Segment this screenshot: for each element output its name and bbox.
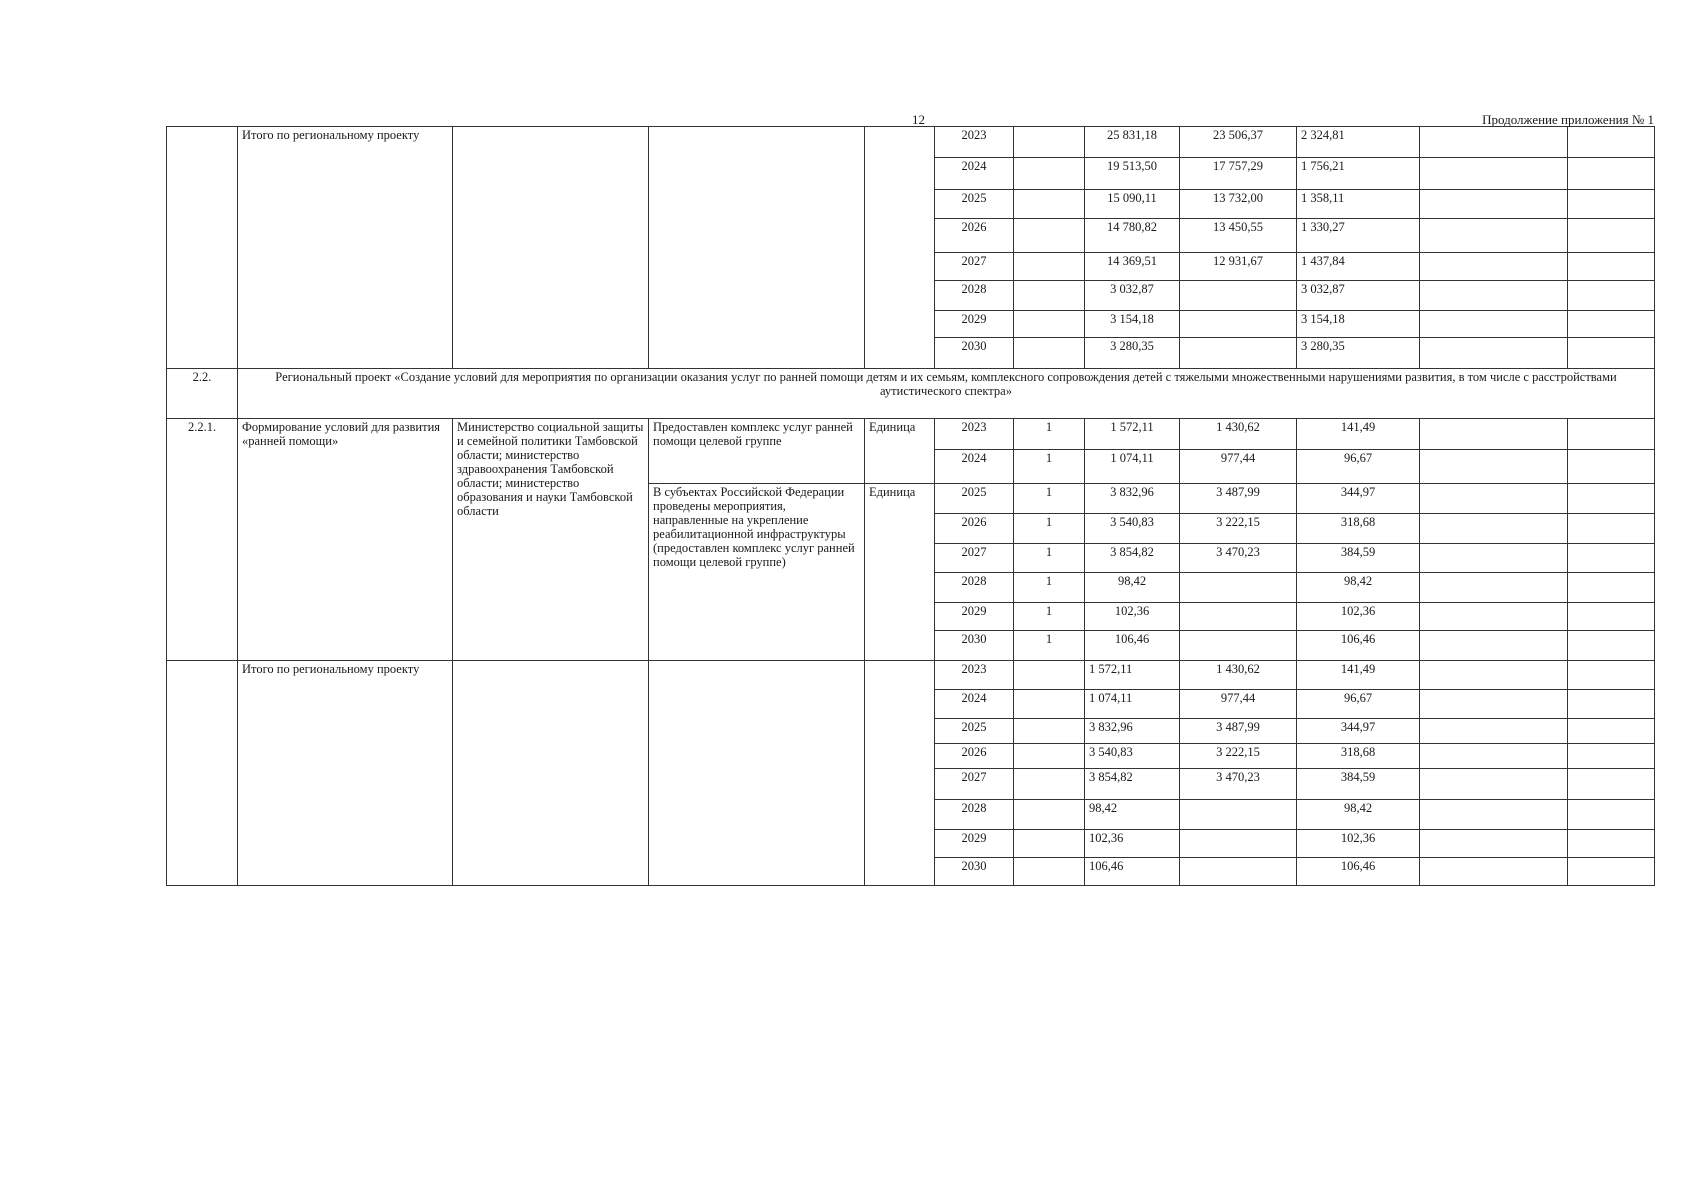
empty-cell <box>1420 744 1568 769</box>
empty-cell <box>1568 450 1655 484</box>
empty-cell <box>1420 311 1568 338</box>
year-cell: 2029 <box>935 311 1014 338</box>
total-cell: 98,42 <box>1085 573 1180 603</box>
regional-cell: 106,46 <box>1297 631 1420 661</box>
regional-cell: 344,97 <box>1297 719 1420 744</box>
empty-cell <box>1568 281 1655 311</box>
federal-cell: 12 931,67 <box>1180 253 1297 281</box>
continuation-label: Продолжение приложения № 1 <box>1482 112 1654 127</box>
value-cell <box>1014 719 1085 744</box>
year-cell: 2027 <box>935 769 1014 800</box>
year-cell: 2023 <box>935 127 1014 158</box>
total-cell: 25 831,18 <box>1085 127 1180 158</box>
year-cell: 2030 <box>935 631 1014 661</box>
value-cell <box>1014 281 1085 311</box>
federal-cell: 13 450,55 <box>1180 219 1297 253</box>
empty-cell <box>1568 744 1655 769</box>
regional-cell: 96,67 <box>1297 690 1420 719</box>
total-cell: 14 780,82 <box>1085 219 1180 253</box>
regional-cell: 141,49 <box>1297 661 1420 690</box>
year-cell: 2029 <box>935 603 1014 631</box>
total-cell: 3 854,82 <box>1085 769 1180 800</box>
regional-cell: 384,59 <box>1297 544 1420 573</box>
empty-cell <box>1568 661 1655 690</box>
empty-cell <box>1420 573 1568 603</box>
regional-cell: 318,68 <box>1297 514 1420 544</box>
value-cell <box>1014 338 1085 369</box>
federal-cell: 1 430,62 <box>1180 661 1297 690</box>
federal-cell: 3 222,15 <box>1180 744 1297 769</box>
section-title: Региональный проект «Создание условий для мероприятия по организации оказания услуг по ранней помощи детям и их семьям, комплексного сопровождения детей с тяжелыми множественными нарушениями развития, в том числе с расстройствами аутистического спектра» <box>238 369 1655 419</box>
year-cell: 2027 <box>935 253 1014 281</box>
regional-cell: 106,46 <box>1297 858 1420 886</box>
value-cell <box>1014 253 1085 281</box>
value-cell <box>1014 158 1085 190</box>
empty-cell <box>1420 127 1568 158</box>
empty-cell <box>1568 514 1655 544</box>
value-cell <box>1014 661 1085 690</box>
item-unit-2: Единица <box>865 484 935 661</box>
federal-cell: 1 430,62 <box>1180 419 1297 450</box>
federal-cell: 3 470,23 <box>1180 544 1297 573</box>
total-cell: 1 074,11 <box>1085 450 1180 484</box>
empty-cell <box>1420 484 1568 514</box>
value-cell <box>1014 830 1085 858</box>
item-executor: Министерство социальной защиты и семейной политики Тамбовской области; министерство здравоохранения Тамбовской области; министерство образования и науки Тамбовской области <box>453 419 649 661</box>
value-cell: 1 <box>1014 450 1085 484</box>
value-cell: 1 <box>1014 544 1085 573</box>
value-cell <box>1014 690 1085 719</box>
empty-cell <box>1568 603 1655 631</box>
empty-cell <box>1420 253 1568 281</box>
value-cell: 1 <box>1014 514 1085 544</box>
empty-cell <box>1568 769 1655 800</box>
table-row <box>167 661 1655 690</box>
empty-cell <box>1568 484 1655 514</box>
empty-cell <box>1420 719 1568 744</box>
total-cell: 102,36 <box>1085 830 1180 858</box>
federal-cell <box>1180 631 1297 661</box>
executor-cell <box>453 661 649 886</box>
value-cell: 1 <box>1014 484 1085 514</box>
year-cell: 2025 <box>935 484 1014 514</box>
regional-cell: 102,36 <box>1297 603 1420 631</box>
value-cell <box>1014 800 1085 830</box>
regional-cell: 318,68 <box>1297 744 1420 769</box>
value-cell <box>1014 219 1085 253</box>
empty-cell <box>1420 661 1568 690</box>
empty-cell <box>1568 190 1655 219</box>
empty-cell <box>1420 603 1568 631</box>
total-cell: 3 854,82 <box>1085 544 1180 573</box>
federal-cell <box>1180 338 1297 369</box>
value-cell <box>1014 311 1085 338</box>
empty-cell <box>1420 690 1568 719</box>
total-cell: 1 572,11 <box>1085 419 1180 450</box>
federal-cell: 3 222,15 <box>1180 514 1297 544</box>
value-cell <box>1014 858 1085 886</box>
empty-cell <box>1420 830 1568 858</box>
result-cell <box>649 127 865 369</box>
year-cell: 2024 <box>935 690 1014 719</box>
empty-cell <box>1568 127 1655 158</box>
total-cell: 1 074,11 <box>1085 690 1180 719</box>
federal-cell <box>1180 800 1297 830</box>
empty-cell <box>1568 690 1655 719</box>
regional-cell: 3 032,87 <box>1297 281 1420 311</box>
empty-cell <box>1568 338 1655 369</box>
regional-cell: 1 437,84 <box>1297 253 1420 281</box>
value-cell: 1 <box>1014 603 1085 631</box>
empty-cell <box>1420 544 1568 573</box>
total-cell: 1 572,11 <box>1085 661 1180 690</box>
year-cell: 2027 <box>935 544 1014 573</box>
year-cell: 2024 <box>935 158 1014 190</box>
year-cell: 2026 <box>935 744 1014 769</box>
value-cell <box>1014 744 1085 769</box>
empty-cell <box>1420 419 1568 450</box>
total-cell: 3 032,87 <box>1085 281 1180 311</box>
regional-cell: 96,67 <box>1297 450 1420 484</box>
empty-cell <box>1568 253 1655 281</box>
regional-cell: 98,42 <box>1297 573 1420 603</box>
index-cell <box>167 127 238 369</box>
value-cell: 1 <box>1014 419 1085 450</box>
unit-cell <box>865 127 935 369</box>
year-cell: 2023 <box>935 661 1014 690</box>
year-cell: 2030 <box>935 858 1014 886</box>
year-cell: 2029 <box>935 830 1014 858</box>
empty-cell <box>1568 719 1655 744</box>
year-cell: 2028 <box>935 573 1014 603</box>
year-cell: 2025 <box>935 190 1014 219</box>
empty-cell <box>1420 190 1568 219</box>
empty-cell <box>1420 219 1568 253</box>
year-cell: 2025 <box>935 719 1014 744</box>
empty-cell <box>1568 311 1655 338</box>
table-row <box>167 419 1655 450</box>
empty-cell <box>1420 800 1568 830</box>
total-cell: 3 832,96 <box>1085 719 1180 744</box>
empty-cell <box>1420 450 1568 484</box>
federal-cell: 3 487,99 <box>1180 719 1297 744</box>
empty-cell <box>1420 338 1568 369</box>
total-label: Итого по региональному проекту <box>238 127 453 369</box>
federal-cell <box>1180 573 1297 603</box>
item-index: 2.2.1. <box>167 419 238 661</box>
index-cell <box>167 661 238 886</box>
empty-cell <box>1568 573 1655 603</box>
regional-cell: 102,36 <box>1297 830 1420 858</box>
total-cell: 98,42 <box>1085 800 1180 830</box>
table-row <box>167 127 1655 158</box>
result-cell <box>649 661 865 886</box>
year-cell: 2030 <box>935 338 1014 369</box>
regional-cell: 3 280,35 <box>1297 338 1420 369</box>
empty-cell <box>1568 858 1655 886</box>
unit-cell <box>865 661 935 886</box>
federal-cell: 977,44 <box>1180 450 1297 484</box>
section-row <box>167 369 1655 419</box>
empty-cell <box>1420 158 1568 190</box>
total-cell: 106,46 <box>1085 631 1180 661</box>
empty-cell <box>1568 158 1655 190</box>
empty-cell <box>1420 769 1568 800</box>
federal-cell <box>1180 858 1297 886</box>
empty-cell <box>1420 514 1568 544</box>
regional-cell: 1 756,21 <box>1297 158 1420 190</box>
year-cell: 2028 <box>935 281 1014 311</box>
federal-cell: 3 470,23 <box>1180 769 1297 800</box>
total-label: Итого по региональному проекту <box>238 661 453 886</box>
item-result-2: В субъектах Российской Федерации проведены мероприятия, направленные на укрепление реабилитационной инфраструктуры (предоставлен комплекс услуг ранней помощи целевой группе) <box>649 484 865 661</box>
federal-cell: 977,44 <box>1180 690 1297 719</box>
year-cell: 2028 <box>935 800 1014 830</box>
federal-cell <box>1180 830 1297 858</box>
empty-cell <box>1568 830 1655 858</box>
empty-cell <box>1568 219 1655 253</box>
year-cell: 2026 <box>935 219 1014 253</box>
total-cell: 3 540,83 <box>1085 514 1180 544</box>
federal-cell <box>1180 603 1297 631</box>
total-cell: 3 280,35 <box>1085 338 1180 369</box>
value-cell <box>1014 190 1085 219</box>
value-cell <box>1014 127 1085 158</box>
executor-cell <box>453 127 649 369</box>
federal-cell: 13 732,00 <box>1180 190 1297 219</box>
total-cell: 19 513,50 <box>1085 158 1180 190</box>
empty-cell <box>1568 419 1655 450</box>
regional-cell: 1 358,11 <box>1297 190 1420 219</box>
federal-cell <box>1180 281 1297 311</box>
item-result-1: Предоставлен комплекс услуг ранней помощи целевой группе <box>649 419 865 484</box>
empty-cell <box>1568 631 1655 661</box>
value-cell <box>1014 769 1085 800</box>
regional-cell: 2 324,81 <box>1297 127 1420 158</box>
page-number: 12 <box>912 112 925 127</box>
empty-cell <box>1420 631 1568 661</box>
year-cell: 2026 <box>935 514 1014 544</box>
year-cell: 2023 <box>935 419 1014 450</box>
federal-cell: 3 487,99 <box>1180 484 1297 514</box>
empty-cell <box>1420 858 1568 886</box>
total-cell: 3 540,83 <box>1085 744 1180 769</box>
value-cell: 1 <box>1014 631 1085 661</box>
empty-cell <box>1420 281 1568 311</box>
value-cell: 1 <box>1014 573 1085 603</box>
total-cell: 3 832,96 <box>1085 484 1180 514</box>
regional-cell: 384,59 <box>1297 769 1420 800</box>
federal-cell: 17 757,29 <box>1180 158 1297 190</box>
regional-cell: 3 154,18 <box>1297 311 1420 338</box>
regional-cell: 344,97 <box>1297 484 1420 514</box>
empty-cell <box>1568 544 1655 573</box>
total-cell: 14 369,51 <box>1085 253 1180 281</box>
regional-cell: 141,49 <box>1297 419 1420 450</box>
regional-cell: 1 330,27 <box>1297 219 1420 253</box>
federal-cell <box>1180 311 1297 338</box>
empty-cell <box>1568 800 1655 830</box>
program-table <box>166 126 1655 886</box>
item-name: Формирование условий для развития «ранней помощи» <box>238 419 453 661</box>
item-unit-1: Единица <box>865 419 935 484</box>
year-cell: 2024 <box>935 450 1014 484</box>
section-index: 2.2. <box>167 369 238 419</box>
total-cell: 15 090,11 <box>1085 190 1180 219</box>
regional-cell: 98,42 <box>1297 800 1420 830</box>
total-cell: 106,46 <box>1085 858 1180 886</box>
federal-cell: 23 506,37 <box>1180 127 1297 158</box>
total-cell: 102,36 <box>1085 603 1180 631</box>
total-cell: 3 154,18 <box>1085 311 1180 338</box>
